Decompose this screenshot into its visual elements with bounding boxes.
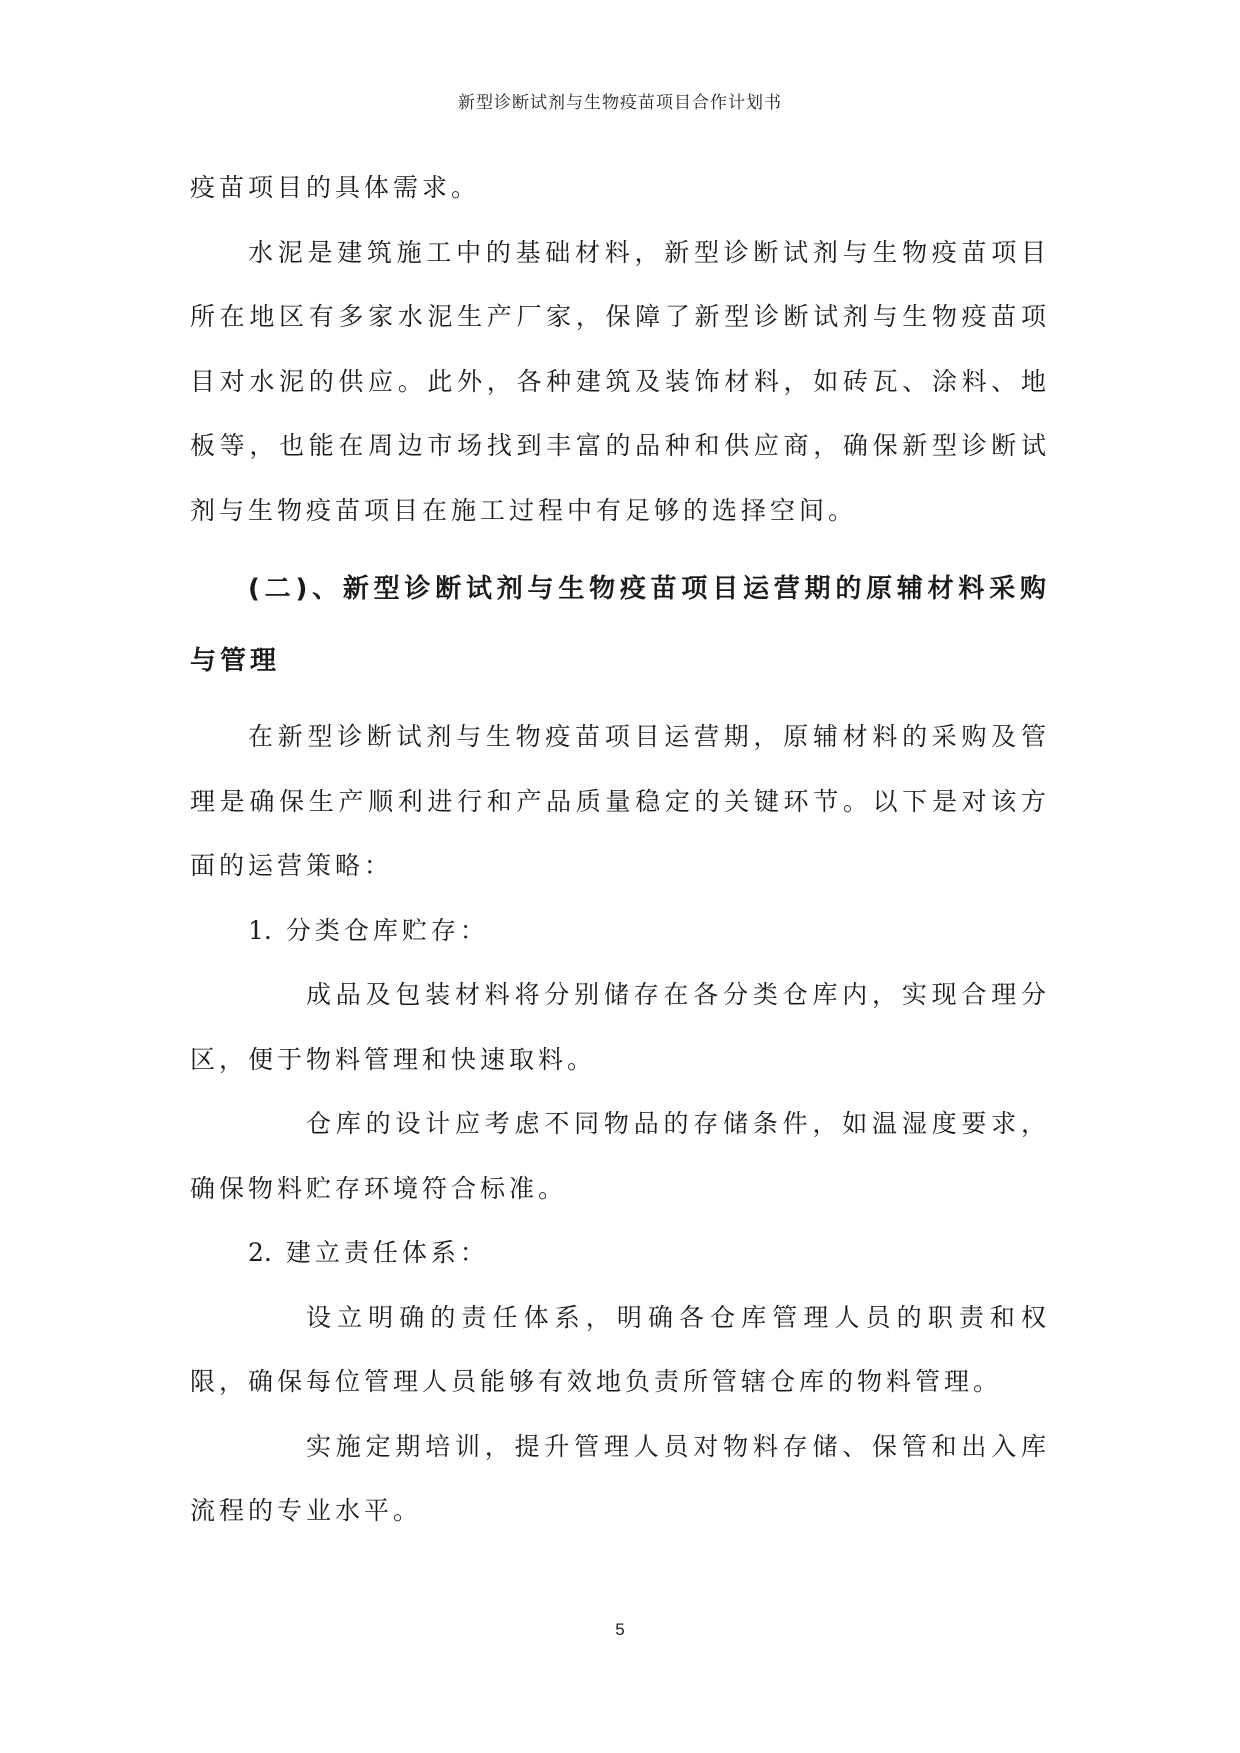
- list-item-2-number: 2.: [248, 1238, 272, 1267]
- list-item-1-paragraph-1: 成品及包装材料将分别储存在各分类仓库内，实现合理分区，便于物料管理和快速取料。: [190, 980, 1050, 1074]
- list-item-1: [190, 899, 1050, 964]
- paragraph-continued: 疫苗项目的具体需求。: [190, 173, 481, 202]
- list-item-2-paragraph-1: 设立明确的责任体系，明确各仓库管理人员的职责和权限，确保每位管理人员能够有效地负责所管辖仓库的物料管理。: [190, 1302, 1050, 1396]
- list-item-1-title: 分类仓库贮存：: [285, 915, 489, 945]
- list-item-1-paragraph-2: 仓库的设计应考虑不同物品的存储条件，如温湿度要求，确保物料贮存环境符合标准。: [190, 1109, 1050, 1203]
- section-heading: (二)、新型诊断试剂与生物疫苗项目运营期的原辅材料采购与管理: [190, 574, 1050, 676]
- paragraph-operations-intro: 在新型诊断试剂与生物疫苗项目运营期，原辅材料的采购及管理是确保生产顺利进行和产品质量稳定的关键环节。以下是对该方面的运营策略：: [190, 722, 1050, 880]
- page-header-title: 新型诊断试剂与生物疫苗项目合作计划书: [458, 93, 782, 113]
- document-body: [190, 156, 1050, 1544]
- page-number: 5: [615, 1620, 625, 1639]
- list-item-2-paragraph-2: 实施定期培训，提升管理人员对物料存储、保管和出入库流程的专业水平。: [190, 1431, 1050, 1525]
- list-item-2: [190, 1221, 1050, 1286]
- list-item-2-title: 建立责任体系：: [285, 1238, 489, 1267]
- list-item-1-number: 1.: [248, 915, 272, 945]
- paragraph-cement-materials: 水泥是建筑施工中的基础材料，新型诊断试剂与生物疫苗项目所在地区有多家水泥生产厂家，保障了新型诊断试剂与生物疫苗项目对水泥的供应。此外，各种建筑及装饰材料，如砖瓦、涂料、地板等，也能在周边市场找到丰富的品种和供应商，确保新型诊断试剂与生物疫苗项目在施工过程中有足够的选择空间。: [190, 237, 1050, 525]
